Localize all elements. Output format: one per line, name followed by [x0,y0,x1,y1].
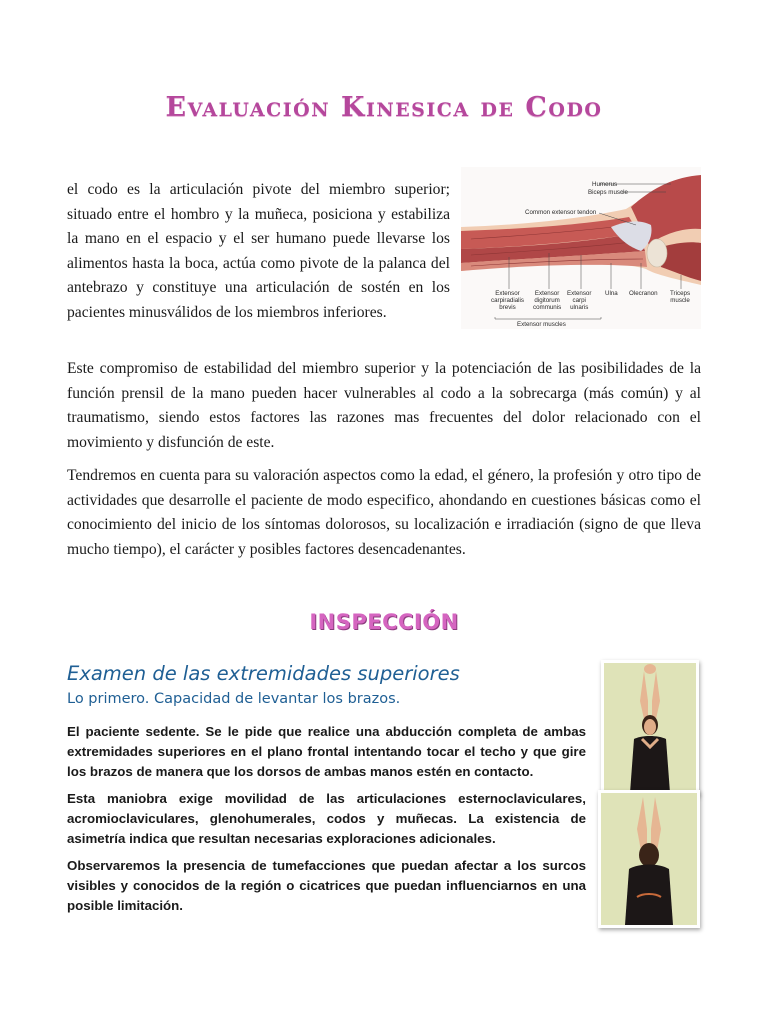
document-title: Evaluación Kinesica de Codo [165,92,603,123]
assessment-paragraph: Tendremos en cuenta para su valoración aspectos como la edad, el género, la profesión y otro tipo de actividades que desarrolle el paciente de modo especifico, ahondando en cuestiones básicas como el conocimiento del inicio de los síntomas dolorosos, su localización e irradiación (signo de que lleva mucho tiempo), el carácter y posibles factores desencadenantes. [67,467,701,558]
observation-paragraph: Observaremos la presencia de tumefacciones que puedan afectar a los surcos visibles y conocidos de la región o cicatrices que puedan influenciarnos en una posible limitación. [67,858,586,913]
label-ecrb: Extensor carpiradialis brevis [491,290,525,312]
label-triceps: Triceps muscle [670,290,691,305]
label-extensor-muscles: Extensor muscles [517,321,566,328]
label-edc: Extensor digitorum communis [533,290,562,312]
label-ecu: Extensor carpi ulnaris [567,290,592,312]
stability-paragraph: Este compromiso de estabilidad del miembro superior y la potenciación de las posibilidades de la función prensil de la mano pueden hacer vulnerables al codo a la sobrecarga (más común) y al traumatismo, siendo estos factores las razones mas frecuentes del dolor relacionado con el movimiento y disfunción de este. [67,360,701,451]
subsection-title: Examen de las extremidades superiores [67,662,460,685]
label-biceps: Biceps muscle [588,189,628,196]
mobility-paragraph: Esta maniobra exige movilidad de las articulaciones esternoclaviculares, acromioclaviculares, glenohumerales, codos y muñecas. La existencia de asimetría indica que resultan necesarias exploraciones adicionales. [67,791,586,846]
label-humerus: Humerus [592,181,618,188]
front-figure-illustration [604,663,696,793]
olecranon-shape [647,239,667,267]
label-common-extensor-tendon: Common extensor tendon [525,209,597,216]
label-ulna: Ulna [605,290,618,297]
label-olecranon: Olecranon [629,290,658,297]
elbow-anatomy-figure [461,167,701,329]
arms-raised-back-photo [598,790,700,928]
arms-raised-front-photo [601,660,699,796]
procedure-paragraph: El paciente sedente. Se le pide que realice una abducción completa de ambas extremidades superiores en el plano frontal intentando tocar el techo y que gire los brazos de manera que los dorsos de ambas manos estén en contacto. [67,724,586,779]
subsection-subtitle: Lo primero. Capacidad de levantar los brazos. [67,691,401,707]
section-title-inspeccion: INSPECCIÓN [309,610,459,634]
back-figure-illustration [601,793,697,925]
intro-paragraph: el codo es la articulación pivote del miembro superior; situado entre el hombro y la muñeca, posiciona y estabiliza la mano en el espacio y el ser humano puede llevarse los alimentos hasta la boca, actúa como pivote de la palanca del antebrazo y constituye una articulación de sostén en los pacientes minusválidos de los miembros inferiores. [67,181,450,321]
